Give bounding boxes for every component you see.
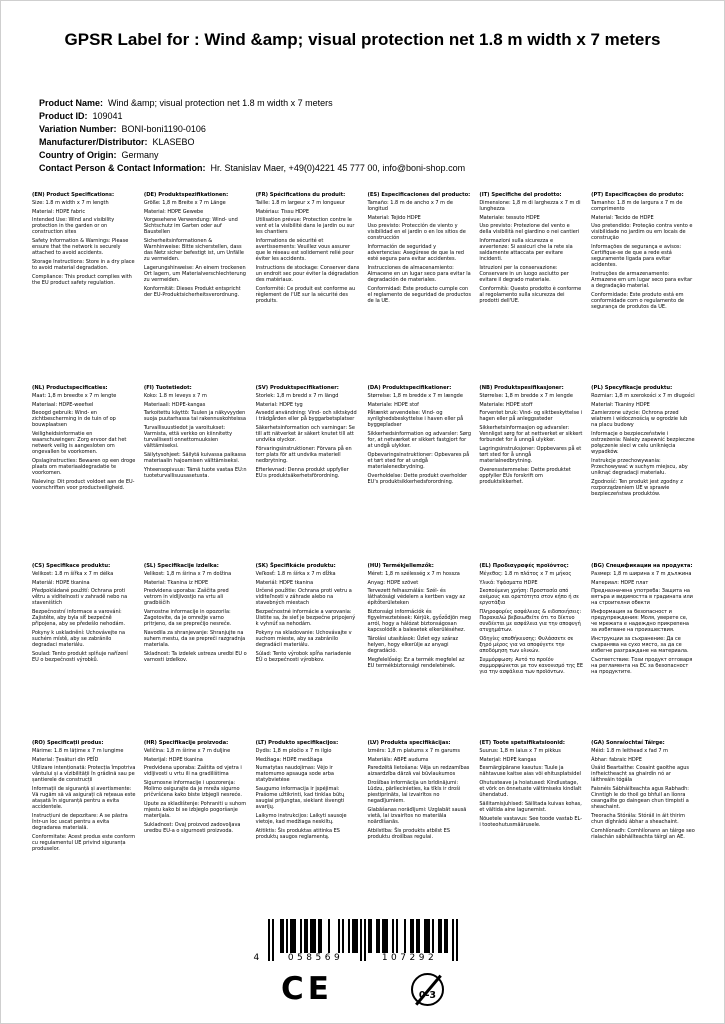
- spec-paragraph: Yhteensopivuus: Tämä tuote vastaa EU:n tuoteturvallisuusasetusta.: [143, 466, 247, 479]
- spec-block-pt: [591, 192, 695, 312]
- spec-paragraph: Storage Instructions: Store in a dry place to avoid material degradation.: [32, 258, 135, 271]
- spec-paragraph: Medžiaga: HDPE medžiaga: [255, 756, 323, 763]
- spec-paragraph: Opbevaringsinstruktioner: Opbevares på et tørt sted for at undgå materialenedbrydning.: [367, 451, 470, 470]
- product-info-line: [39, 136, 694, 149]
- spec-paragraph: Méid: 1.8 m leithead x fad 7 m: [591, 747, 669, 754]
- spec-block-da: [368, 385, 472, 487]
- spec-paragraph: Vorgesehene Verwendung: Wind- und Sichtschutz im Garten oder auf Baustellen: [143, 217, 238, 236]
- spec-paragraph: Tárolási utasítások: Üzlet egy száraz helyen, hogy elkerülje az anyagi degradáció.: [367, 635, 459, 654]
- spec-paragraph: Navodila za shranjevanje: Shranjujte na suhem mestu, da se prepreči razgradnja materiala.: [143, 629, 246, 648]
- barcode: [253, 919, 458, 963]
- spec-block-header: (DA) Produktspecifikationer:: [367, 385, 452, 391]
- spec-block-header: (RO) Specificații produs:: [32, 740, 104, 746]
- spec-paragraph: Informações de segurança e avisos: Certifique-se de que a rede está seguramente ligada para evitar acidentes.: [591, 244, 682, 269]
- spec-block-header: (ET) Toote spetsifikatsioonid:: [479, 740, 565, 746]
- spec-block-header: (FI) Tuotetiedot:: [143, 385, 192, 391]
- spec-block-sk: [256, 563, 360, 665]
- spec-paragraph: Anyag: HDPE szövet: [367, 579, 419, 586]
- spec-paragraph: Upute za skladištenje: Pohraniti u suhom mjestu kako bi se izbjeglo pogoršanje materijala.: [143, 800, 247, 819]
- spec-paragraph: Varnostne informacije in opozorila: Zagotovite, da je omrežje varno pritrjeno, da se preprečijo nesreče.: [143, 609, 232, 628]
- spec-paragraph: Atitiktis: Šis produktas atitinka ES produktų saugos reglamentą.: [255, 827, 340, 840]
- spec-paragraph: Tervezett felhasználás: Szél- és láthatósági védelem a kertben vagy az építőterületeken: [367, 588, 466, 607]
- spec-paragraph: Predvidena uporaba: Zaščita pred vetrom in vidljivostjo na vrtu ali gradbiščih: [143, 588, 229, 607]
- spec-block-header: (FR) Spécifications du produit:: [255, 192, 346, 198]
- spec-paragraph: Určené použitie: Ochrana proti vetru a viditeľnosti v záhrade alebo na stavebných miestach: [255, 588, 352, 607]
- spec-paragraph: Material: Tecido de HDPE: [591, 214, 654, 221]
- spec-paragraph: Πληροφορίες ασφάλειας & ειδοποιήσεις: Παρακαλώ βεβαιωθείτε ότι το δίκτυο συνδέεται με ασφάλεια για την αποφυγή ατυχημάτων.: [479, 609, 582, 634]
- spec-paragraph: Utilizare intenționată: Protecția împotriva vântului și a vizibilității în grădină sau pe șantierele de construcții: [32, 765, 136, 784]
- spec-paragraph: Υλικά: Υφάσματα HDPE: [479, 579, 538, 586]
- spec-block-lv: [368, 740, 472, 842]
- spec-paragraph: Maat: 1,8 m breedte x 7 m lengte: [32, 392, 117, 399]
- spec-paragraph: Bezpečnostné informácie a varovania: Uistite sa, že sieť je bezpečne pripojený k vyhnúť sa nehodám.: [255, 609, 356, 628]
- spec-paragraph: Material: HDPE tyg: [255, 401, 303, 408]
- spec-block-header: (GA) Sonraíochtaí Táirge:: [591, 740, 665, 746]
- spec-paragraph: Safety Information & Warnings: Please ensure that the network is securely attached to avoid accidents.: [32, 238, 129, 257]
- field-label: Manufacturer/Distributor:: [39, 137, 148, 147]
- spec-paragraph: Förvaringsinstruktioner: Förvara på en torr plats för att undvika materiell nedbrytning.: [255, 445, 352, 464]
- spec-paragraph: Material: Tkanina iz HDPE: [143, 579, 209, 586]
- spec-block-header: (LV) Produkta specifikācijas:: [367, 740, 451, 746]
- spec-block-header: (ES) Especificaciones del producto:: [367, 192, 471, 198]
- spec-paragraph: Laikymo instrukcijos: Laikyti sausoje vietoje, kad medžiaga neskiltų.: [255, 812, 347, 825]
- spec-block-header: (SL) Specifikacije izdelka:: [143, 563, 219, 569]
- spec-block-hr: [144, 740, 248, 836]
- field-label: Variation Number:: [39, 124, 117, 134]
- spec-paragraph: Uso pretendido: Proteção contra vento e visibilidade no jardim ou em locais de construção: [591, 223, 693, 242]
- spec-paragraph: Suurus: 1,8 m laius x 7 m pikkus: [479, 747, 561, 754]
- barcode-bars: [268, 919, 458, 953]
- spec-row-3: [32, 563, 695, 740]
- spec-block-header: (SV) Produktspecifikationer:: [255, 385, 339, 391]
- spec-paragraph: Veľkosť: 1.8 m šírka x 7 m dĺžka: [255, 570, 336, 577]
- product-info-line: [39, 162, 694, 175]
- spec-block-nl: [32, 385, 136, 493]
- spec-paragraph: Mărime: 1.8 m lățime x 7 m lungime: [32, 747, 124, 754]
- spec-paragraph: Materiale: tessuto HDPE: [479, 214, 540, 221]
- spec-paragraph: Sicherheitsinformationen & Warnhinweise: Bitte sicherstellen, dass das Netz sicher befestigt ist, um Unfälle zu vermeiden.: [143, 238, 244, 263]
- barcode-group-2: 107292: [381, 953, 438, 963]
- spec-paragraph: Pokyny k uskladnění: Uchovávejte na suchém místě, aby se zabránilo degradaci materiálu.: [32, 629, 126, 648]
- spec-paragraph: Uso previsto: Protezione del vento e della visibilità nel giardino o nei cantieri: [479, 223, 580, 236]
- spec-paragraph: Biztonsági információk és figyelmeztetések: Kérjük, győződjön meg arról, hogy a hálózat biztonságosan kapcsolódik a balesetek elkerüléséhez.: [367, 609, 471, 634]
- spec-paragraph: Soulad: Tento produkt splňuje nařízení EU o bezpečnosti výrobků.: [32, 650, 128, 663]
- age-warning-range: 0-3: [418, 990, 437, 1001]
- field-value: KLASEBO: [152, 137, 195, 147]
- spec-block-header: (NB) Produktspesifikasjoner:: [479, 385, 564, 391]
- spec-block-ga: [591, 740, 695, 842]
- spec-block-header: (SK) Špecifikácie produktu:: [255, 563, 336, 569]
- spec-paragraph: Treoracha Stórála: Stóráil in áit thirim chun díghrádú ábhar a sheachaint.: [591, 812, 685, 825]
- spec-row-4: [32, 740, 695, 916]
- spec-paragraph: Tamaño: 1.8 m de ancho x 7 m de longitud: [367, 199, 453, 212]
- spec-block-lt: [256, 740, 360, 842]
- spec-paragraph: Předpokládané použití: Ochrana proti větru a viditelnosti v zahradě nebo na staveništích: [32, 588, 128, 607]
- spec-paragraph: Size: 1.8 m width x 7 m length: [32, 199, 109, 206]
- ce-mark-icon: CE: [281, 970, 333, 1007]
- spec-paragraph: Dydis: 1,8 m pločio x 7 m ilgio: [255, 747, 332, 754]
- spec-paragraph: Material: Tejido HDPE: [367, 214, 421, 221]
- spec-paragraph: Informații de siguranță și avertismente: Vă rugăm să vă asigurați că rețeaua este atașată în siguranță pentru a evita accidentele.: [32, 786, 136, 811]
- product-info-line: [39, 149, 694, 162]
- spec-paragraph: Informations de sécurité et avertissements: Veuillez vous assurer que le réseau est solidement relié pour éviter les accidents.: [255, 238, 354, 263]
- spec-paragraph: Avsedd användning: Vind- och siktskydd i trädgården eller på byggarbetsplatser: [255, 410, 357, 423]
- spec-paragraph: Conformité: Ce produit est conforme au règlement de l'UE sur la sécurité des produits.: [255, 285, 356, 304]
- spec-paragraph: Съответствие: Този продукт отговаря на регламента на ЕС за безопасност на продуктите.: [591, 656, 693, 675]
- spec-block-en: [32, 192, 136, 288]
- spec-paragraph: Συμμόρφωση: Αυτό το προϊόν συμμορφώνεται με τον κανονισμό της ΕΕ για την ασφάλεια των προϊόντων.: [479, 656, 584, 675]
- spec-paragraph: Säilytysohjeet: Säilytä kuivassa paikassa materiaalin hajoamisen välttämiseksi.: [143, 451, 246, 464]
- spec-paragraph: Numatytas naudojimas: Vėjo ir matomumo apsauga sode arba statybvietėse: [255, 765, 334, 784]
- barcode-first-digit: 4: [253, 953, 260, 963]
- spec-paragraph: Lagerungshinweise: An einem trockenen Ort lagern, um Materialverschlechterung zu vermeiden.: [143, 264, 246, 283]
- spec-paragraph: Naleving: Dit product voldoet aan de EU-voorschriften voor productveiligheid.: [32, 478, 135, 491]
- spec-paragraph: Úsáid Beartaithe: Cosaint gaoithe agus infheictheacht sa ghairdín nó ar láithreáin tógála: [591, 765, 689, 784]
- spec-paragraph: Dimensione: 1,8 m di larghezza x 7 m di lunghezza: [479, 199, 581, 212]
- spec-paragraph: Glabāšanas norādījumi: Uzglabāt sausā vietā, lai izvairītos no materiāla noārdīšanās.: [367, 806, 467, 825]
- spec-paragraph: Súlad: Tento výrobok spĺňa nariadenie EÚ o bezpečnosti výrobkov.: [255, 650, 352, 663]
- spec-paragraph: Materiale: HDPE stoff: [479, 401, 533, 408]
- spec-paragraph: Uso previsto: Protección de viento y visibilidad en el jardín o en los sitios de construcción: [367, 223, 466, 242]
- spec-paragraph: Overensstemmelse: Dette produktet oppfyller EUs forskrift om produktsikkerhet.: [479, 466, 571, 485]
- field-value: Wind &amp; visual protection net 1.8 m width x 7 meters: [108, 98, 333, 108]
- spec-paragraph: Veiligheidsinformatie en waarschuwingen: Zorg ervoor dat het netwerk veilig is aangesloten om ongevallen te voorkomen.: [32, 431, 127, 456]
- product-info: [39, 97, 694, 175]
- spec-block-header: (EN) Product Specifications:: [32, 192, 115, 198]
- field-label: Contact Person & Contact Information:: [39, 163, 206, 173]
- field-value: Hr. Stanislav Maer, +49(0)4221 45 777 00, info@boni-shop.com: [210, 163, 466, 173]
- spec-paragraph: Drošības informācija un brīdinājumi: Lūdzu, pārliecinieties, ka tīkls ir droši piestiprināts, lai izvairītos no negadījumiem.: [367, 780, 461, 805]
- spec-block-header: (LT) Produkto specifikacijos:: [255, 740, 339, 746]
- spec-block-header: (IT) Specifiche del prodotto:: [479, 192, 562, 198]
- spec-paragraph: Conformitate: Acest produs este conform cu regulamentul UE privind siguranța produselor.: [32, 833, 136, 852]
- spec-paragraph: Предназначена употреба: Защита на вятъра и видимостта в градината или на строителни обекти: [591, 588, 693, 607]
- spec-block-el: [479, 563, 583, 677]
- spec-paragraph: Predvidena uporaba: Zaštita od vjetra i vidljivosti u vrtu ili na gradilištima: [143, 765, 242, 778]
- spec-paragraph: Materijal: HDPE tkanina: [143, 756, 203, 763]
- spec-paragraph: Tamanho: 1.8 m de largura x 7 m de comprimento: [591, 199, 683, 212]
- spec-row-2: [32, 385, 695, 563]
- spec-block-nb: [479, 385, 583, 487]
- spec-block-sl: [144, 563, 248, 665]
- age-warning-icon: [411, 973, 444, 1006]
- spec-block-header: (BG) Спецификации на продукта:: [591, 563, 693, 569]
- conformity-marks: [1, 967, 724, 1011]
- spec-paragraph: Paredzētā lietošana: Vēja un redzamības aizsardzība dārzā vai būvlaukumos: [367, 765, 470, 778]
- spec-paragraph: Beoogd gebruik: Wind- en zichtbescherming in de tuin of op bouwplaatsen: [32, 410, 116, 429]
- product-info-line: [39, 110, 694, 123]
- spec-paragraph: Instruções de armazenamento: Armazene em um lugar seco para evitar a degradação material.: [591, 270, 693, 289]
- spec-paragraph: Saugumo informacija ir įspėjimai: Prašome užtikrinti, kad tinklas būtų saugiai prijungtas, siekiant išvengti avarijų.: [255, 786, 345, 811]
- spec-paragraph: Materjal: HDPE kangas: [479, 756, 537, 763]
- spec-block-fi: [144, 385, 248, 481]
- spec-paragraph: Instrucciones de almacenamiento: Almacene en un lugar seco para evitar la degradación de materiales.: [367, 264, 471, 283]
- spec-paragraph: Instructions de stockage: Conserver dans un endroit sec pour éviter la dégradation des matériaux.: [255, 264, 360, 283]
- spec-paragraph: Instrukcje przechowywania: Przechowywać w suchym miejscu, aby uniknąć degradacji materiału.: [591, 457, 688, 476]
- spec-row-1: [32, 192, 695, 385]
- spec-paragraph: Säkerhetsinformation och varningar: Se till att nätverket är säkert knutet till att undvika olyckor.: [255, 425, 355, 444]
- spec-paragraph: Sukladnost: Ovaj proizvod zadovoljava uredbu EU-a o sigurnosti proizvoda.: [143, 821, 241, 834]
- spec-block-header: (DE) Produktspezifikationen:: [143, 192, 229, 198]
- spec-paragraph: Compliance: This product complies with the EU product safety regulation.: [32, 273, 132, 286]
- spec-paragraph: Utilisation prévue: Protection contre le vent et la visibilité dans le jardin ou sur les chantiers: [255, 217, 355, 236]
- spec-paragraph: Zgodność: Ten produkt jest zgodny z rozporządzeniem UE w sprawie bezpieczeństwa produktów.: [591, 478, 683, 497]
- product-info-line: [39, 97, 694, 110]
- spec-paragraph: Forventet bruk: Vind- og siktbeskyttelse i hagen eller på anleggssteder: [479, 410, 583, 423]
- spec-paragraph: Informazioni sulla sicurezza e avvertenze: Si assicuri che la rete sia saldamente attaccata per evitare incidenti.: [479, 238, 573, 263]
- spec-paragraph: Materiale: HDPE stof: [367, 401, 419, 408]
- spec-block-hu: [368, 563, 472, 671]
- spec-paragraph: Информация за безопасност и предупреждения: Моля, уверете се, че мрежата е надеждно прикрепена за избягване на произшествия.: [591, 609, 689, 634]
- product-info-line: [39, 123, 694, 136]
- spec-paragraph: Izmērs: 1,8 m platums x 7 m garums: [367, 747, 461, 754]
- spec-block-es: [368, 192, 472, 306]
- spec-paragraph: Overholdelse: Dette produkt overholder EU's produktsikkerhedsforordning.: [367, 472, 468, 485]
- spec-paragraph: Zamierzone użycie: Ochrona przed wiatrem i widocznością w ogrodzie lub na placu budowy: [591, 410, 688, 429]
- spec-paragraph: Materiaali: HDPE-kangas: [143, 401, 206, 408]
- page-title: GPSR Label for : Wind &amp; visual protection net 1.8 m width x 7 meters: [64, 30, 661, 49]
- spec-paragraph: Material: HDPE Gewebe: [143, 208, 204, 215]
- field-label: Country of Origin:: [39, 150, 117, 160]
- spec-paragraph: Størrelse: 1,8 m bredde x 7 m længde: [367, 392, 463, 399]
- spec-block-fr: [256, 192, 360, 306]
- spec-paragraph: Conformità: Questo prodotto è conforme al regolamento sulla sicurezza dei prodotti dell'UE.: [479, 285, 582, 304]
- spec-paragraph: Eesmärgipärane kasutus: Tuule ja nähtavuse kaitse aias või ehitusplatsidel: [479, 765, 581, 778]
- field-value: 109041: [92, 111, 123, 121]
- spec-paragraph: Material: Țesături din PEÎD: [32, 756, 99, 763]
- field-value: BONI-boni1190-0106: [121, 124, 206, 134]
- spec-block-header: (CS) Specifikace produktu:: [32, 563, 111, 569]
- spec-paragraph: Materiaal: HDPE-weefsel: [32, 401, 94, 408]
- spec-paragraph: Materiál: HDPE tkanina: [32, 579, 90, 586]
- spec-paragraph: Размер: 1,8 m ширина x 7 m дължина: [591, 570, 692, 577]
- spec-paragraph: Tarkoitettu käyttö: Tuulen ja näkyvyyden suoja puutarhassa tai rakennuskohteissa: [143, 410, 246, 423]
- spec-block-header: (HR) Specifikacije proizvoda:: [143, 740, 229, 746]
- spec-paragraph: Säilitamisjuhised: Säilitada kuivas kohas, et vältida aine lagunemist.: [479, 800, 582, 813]
- spec-paragraph: Efterlevnad: Denna produkt uppfyller EU:s produktsäkerhetsförordning.: [255, 466, 349, 479]
- spec-block-header: (PT) Especificações do produto:: [591, 192, 684, 198]
- spec-paragraph: Materiāls: ABPE audums: [367, 756, 429, 763]
- spec-block-sv: [256, 385, 360, 481]
- spec-block-de: [144, 192, 248, 300]
- spec-paragraph: Материал: HDPE плат: [591, 579, 649, 586]
- spec-paragraph: Opslaginstructies: Bewaren op een droge plaats om materiaaldegradatie te voorkomen.: [32, 457, 136, 476]
- spec-paragraph: Méret: 1,8 m szélesség x 7 m hossza: [367, 570, 460, 577]
- field-value: Germany: [121, 150, 159, 160]
- spec-paragraph: Faisnéis Sábháilteachta agus Rabhadh: Cinntigh le do thoil go bhfuil an líonra ceangailte go daingean chun timpistí a sheachaint.: [591, 786, 689, 811]
- spec-paragraph: Инструкции за съхранение: Да се съхранява на сухо място, за да се избегне разграждане на материала.: [591, 635, 689, 654]
- spec-paragraph: Sikkerhetsinformasjon og advarsler: Vennligst sørg for at nettverket er sikkert forbundet for å unngå ulykker.: [479, 425, 583, 444]
- spec-block-header: (EL) Προδιαγραφές προϊόντος:: [479, 563, 569, 569]
- spec-paragraph: Información de seguridad y advertencias: Asegúrese de que la red esté segura para evitar accidentes.: [367, 244, 464, 263]
- spec-paragraph: Material: HDPE fabric: [32, 208, 86, 215]
- spec-paragraph: Pokyny na skladovanie: Uchovávajte v suchom mieste, aby sa zabránilo degradácii materiálu.: [255, 629, 352, 648]
- spec-paragraph: Størrelse: 1,8 m bredde x 7 m lengde: [479, 392, 573, 399]
- spec-paragraph: Koko: 1.8 m leveys x 7 m: [143, 392, 207, 399]
- spec-block-et: [479, 740, 583, 830]
- barcode-group-1: 058569: [287, 953, 344, 963]
- spec-paragraph: Taille: 1.8 m largeur x 7 m longueur: [255, 199, 345, 206]
- spec-paragraph: Megfelelőség: Ez a termék megfelel az EU termékbiztonsági rendeletének.: [367, 656, 465, 669]
- spec-block-header: (PL) Specyfikacje produktu:: [591, 385, 673, 391]
- spec-paragraph: Lagringsinstruksjoner: Oppbevares på et tørt sted for å unngå materialnedbrytning.: [479, 445, 582, 464]
- spec-block-it: [479, 192, 583, 306]
- spec-paragraph: Conformidad: Este producto cumple con el reglamento de seguridad de productos de la UE.: [367, 285, 471, 304]
- spec-block-bg: [591, 563, 695, 677]
- spec-paragraph: Sigurnosne informacije i upozorenja: Molimo osigurajte da je mreža sigurno pričvršćena kako biste izbjegli nesreće.: [143, 780, 242, 799]
- spec-paragraph: Größe: 1,8 m Breite x 7 m Länge: [143, 199, 226, 206]
- spec-paragraph: Rozmiar: 1,8 m szerokości x 7 m długości: [591, 392, 695, 399]
- spec-paragraph: Velikost: 1.8 m šířka x 7 m délka: [32, 570, 114, 577]
- spec-paragraph: Storlek: 1,8 m bredd x 7 m längd: [255, 392, 339, 399]
- spec-paragraph: Materiál: HDPE tkanina: [255, 579, 314, 586]
- spec-block-header: (HU) Termékjellemzők:: [367, 563, 434, 569]
- spec-paragraph: Instrucțiuni de depozitare: A se păstra într-un loc uscat pentru a evita degradarea materială.: [32, 812, 128, 831]
- spec-paragraph: Ohutusteave ja hoiatused: Kindlustage, et võrk on õnnetuste vältimiseks kindlalt ühendatud.: [479, 780, 582, 799]
- spec-block-pl: [591, 385, 695, 499]
- spec-paragraph: Informacje o bezpieczeństwie i ostrzeżenia: Należy zapewnić bezpieczne połączenie sieci w celu uniknięcia wypadków.: [591, 431, 695, 456]
- spec-paragraph: Veličina: 1,8 m širine x 7 m duljine: [143, 747, 231, 754]
- spec-paragraph: Comhlíonadh: Comhlíonann an táirge seo rialachán sábháilteachta táirgí an AE.: [591, 827, 695, 840]
- spec-paragraph: Konformität: Dieses Produkt entspricht der EU-Produktsicherheitsverordnung.: [143, 285, 241, 298]
- spec-paragraph: Bezpečnostní informace a varování: Zajistěte, aby byla síť bezpečně připojena, aby se předešlo nehodám.: [32, 609, 126, 628]
- spec-paragraph: Istruzioni per la conservazione: Conservare in un luogo asciutto per evitare il degrado materiale.: [479, 264, 569, 283]
- spec-paragraph: Μέγεθος: 1.8 m πλάτος x 7 m μήκος: [479, 570, 572, 577]
- spec-paragraph: Sikkerhedsinformation og advarsler: Sørg for, at netværket er sikkert fastgjort for at undgå ulykker.: [367, 431, 472, 450]
- spec-grid: [32, 192, 695, 916]
- spec-paragraph: Nõuetele vastavus: See toode vastab EL-i tooteohutusmäärusele.: [479, 815, 583, 828]
- spec-paragraph: Atbilstība: Šis produkts atbilst ES produktu drošības regulai.: [367, 827, 451, 840]
- spec-paragraph: Materiał: Tkaniny HDPE: [591, 401, 650, 408]
- spec-paragraph: Intended Use: Wind and visibility protection in the garden or on construction sites: [32, 217, 115, 236]
- spec-paragraph: Ábhar: fabraic HDPE: [591, 756, 642, 763]
- spec-paragraph: Skladnost: Ta izdelek ustreza uredbi EU o varnosti izdelkov.: [143, 650, 247, 663]
- field-label: Product Name:: [39, 98, 104, 108]
- spec-paragraph: Σκοπούμενη χρήση: Προστασία από ανέμους και ορατότητα στον κήπο ή σε εργοτάξια: [479, 588, 579, 607]
- spec-paragraph: Matériau: Tissu HDPE: [255, 208, 310, 215]
- spec-block-header: (NL) Productspecificaties:: [32, 385, 108, 391]
- spec-paragraph: Påtænkt anvendelse: Vind- og synlighedsbeskyttelse i haven eller på byggepladser: [367, 410, 464, 429]
- spec-paragraph: Turvallisuustiedot ja varoitukset: Varmista, että verkko on kiinnitetty turvallisesti onnettomuuksien välttämiseksi.: [143, 425, 233, 450]
- field-label: Product ID:: [39, 111, 88, 121]
- spec-block-cs: [32, 563, 136, 665]
- spec-block-ro: [32, 740, 136, 854]
- spec-paragraph: Conformidade: Este produto está em conformidade com o regulamento de segurança de produtos da UE.: [591, 291, 684, 310]
- spec-paragraph: Velikost: 1,8 m širina x 7 m dolžina: [143, 570, 232, 577]
- spec-paragraph: Οδηγίες αποθήκευσης: Φυλάσσετε σε ξηρό μέρος για να αποφύγετε την αποδόμηση των υλικών.: [479, 635, 574, 654]
